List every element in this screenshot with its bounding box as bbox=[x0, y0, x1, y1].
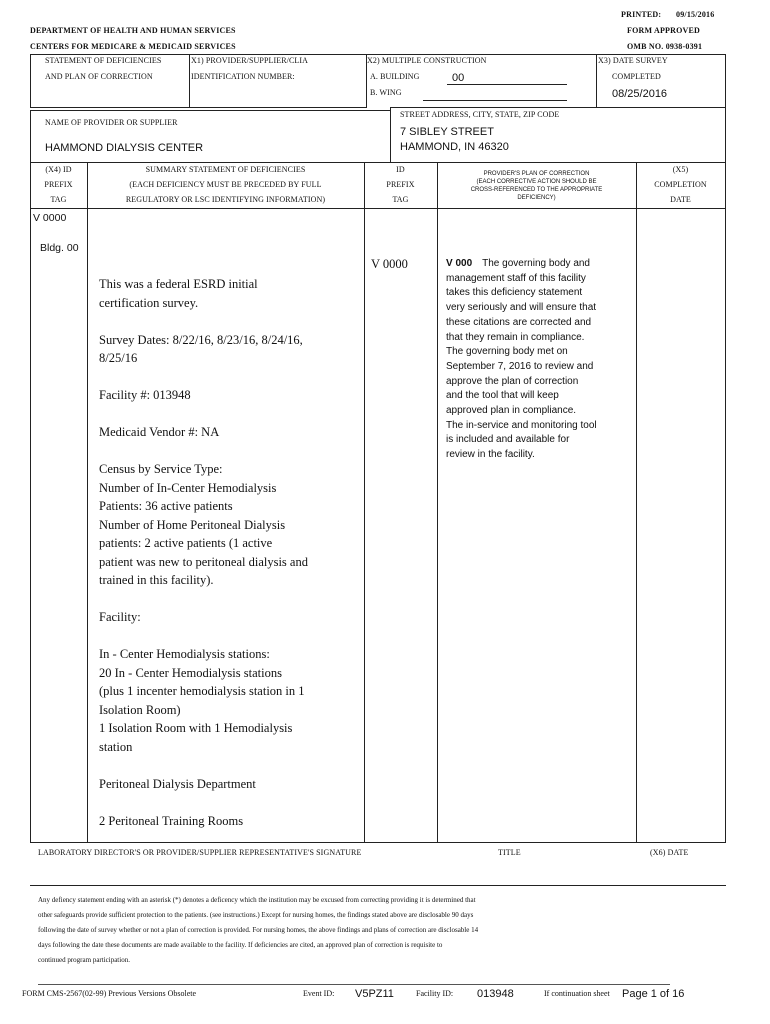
plan-lines bbox=[446, 272, 632, 463]
summary-line: 1 Isolation Room with 1 Hemodialysis bbox=[99, 721, 293, 735]
summary-line: Peritoneal Dialysis Department bbox=[99, 776, 256, 791]
summary-line: Isolation Room) bbox=[99, 702, 181, 717]
statement-label-2: AND PLAN OF CORRECTION bbox=[45, 72, 153, 81]
completed-label: COMPLETED bbox=[612, 72, 661, 81]
provider-id-label: X1) PROVIDER/SUPPLIER/CLIA bbox=[191, 56, 309, 65]
plan-line: is included and available for bbox=[446, 434, 570, 446]
summary-line: (plus 1 incenter hemodialysis station in 1 bbox=[99, 684, 305, 698]
id-label: ID bbox=[396, 165, 405, 174]
summary-line bbox=[99, 590, 361, 609]
summary-line: Number of In-Center Hemodialysis bbox=[99, 480, 277, 495]
date-survey-label: X3) DATE SURVEY bbox=[598, 56, 668, 65]
summary-line: 20 In - Center Hemodialysis stations bbox=[99, 665, 282, 680]
x4-prefix-label: PREFIX bbox=[44, 180, 73, 189]
x4-tag-label: TAG bbox=[50, 195, 67, 204]
plan-label: PROVIDER'S PLAN OF CORRECTION bbox=[483, 171, 590, 177]
summary-line: certification survey. bbox=[99, 295, 199, 310]
omb-number: OMB NO. 0938-0391 bbox=[627, 42, 703, 51]
signature-label: LABORATORY DIRECTOR'S OR PROVIDER/SUPPLIER REPRESENTATIVE'S SIGNATURE bbox=[38, 848, 362, 857]
summary-line bbox=[99, 627, 361, 646]
x5-date-label: DATE bbox=[670, 195, 691, 204]
summary-line: Facility: bbox=[99, 610, 141, 624]
plan-of-correction bbox=[446, 257, 632, 463]
plan-line: review in the facility. bbox=[446, 449, 535, 461]
page-number: Page 1 of 16 bbox=[622, 988, 685, 1000]
plan-line: and the tool that will keep bbox=[446, 390, 559, 402]
printed-label: PRINTED: bbox=[621, 10, 662, 19]
plan-line: The in-service and monitoring tool bbox=[446, 419, 597, 431]
title-label: TITLE bbox=[498, 848, 521, 857]
summary-line bbox=[99, 793, 361, 812]
disclaimer bbox=[38, 893, 718, 968]
plan-line: very seriously and will ensure that bbox=[446, 302, 597, 314]
summary-line: Medicaid Vendor #: NA bbox=[99, 425, 220, 439]
facility-id-value: 013948 bbox=[477, 988, 514, 1000]
left-tag: V 0000 bbox=[33, 212, 67, 224]
event-id-value: V5PZ11 bbox=[355, 988, 394, 1000]
provider-name-label: NAME OF PROVIDER OR SUPPLIER bbox=[45, 118, 178, 127]
id-prefix-label: PREFIX bbox=[386, 180, 415, 189]
summary-line: trained in this facility). bbox=[99, 573, 214, 587]
plan-line: approve the plan of correction bbox=[446, 375, 579, 387]
summary-line bbox=[99, 756, 361, 775]
disclaimer-line: other safeguards provide sufficient protection to the patients. (see instructions.) Except for nursing homes, the findings stated above are disclosable 90 days bbox=[38, 911, 474, 919]
summary-label: SUMMARY STATEMENT OF DEFICIENCIES bbox=[145, 165, 306, 174]
summary-statement bbox=[99, 275, 361, 830]
wing-label: B. WING bbox=[370, 88, 402, 97]
summary-line: Patients: 36 active patients bbox=[99, 499, 233, 513]
summary-line: Census by Service Type: bbox=[99, 462, 223, 476]
plan-line: management staff of this facility bbox=[446, 272, 586, 284]
summary-line: In - Center Hemodialysis stations: bbox=[99, 647, 270, 661]
disclaimer-line: continued program participation. bbox=[38, 956, 130, 964]
printed-date: 09/15/2016 bbox=[676, 10, 715, 19]
plan-label-2: (EACH CORRECTIVE ACTION SHOULD BE bbox=[476, 179, 597, 185]
summary-line: station bbox=[99, 739, 133, 754]
summary-line: patient was new to peritoneal dialysis and bbox=[99, 554, 308, 569]
x4-id-label: (X4) ID bbox=[45, 165, 72, 174]
summary-line: Survey Dates: 8/22/16, 8/23/16, 8/24/16, bbox=[99, 332, 303, 347]
form-approved: FORM APPROVED bbox=[627, 26, 701, 35]
address-line2: HAMMOND, IN 46320 bbox=[400, 141, 509, 153]
plan-first-line: The governing body and bbox=[482, 258, 590, 269]
event-id-label: Event ID: bbox=[303, 989, 335, 998]
plan-tag: V 000 bbox=[446, 258, 473, 269]
building-value: 00 bbox=[452, 72, 465, 84]
summary-line bbox=[99, 405, 361, 424]
plan-label-4: DEFICIENCY) bbox=[517, 195, 556, 201]
summary-line bbox=[99, 368, 361, 387]
id-tag-label: TAG bbox=[392, 195, 409, 204]
plan-line: that they remain in compliance. bbox=[446, 331, 585, 343]
disclaimer-line: following the date of survey whether or not a plan of correction is provided. For nursing homes, the above findings and plans of correction are disclosable 14 bbox=[38, 926, 479, 934]
x5-label: (X5) bbox=[672, 165, 689, 174]
form-number: FORM CMS-2567(02-99) Previous Versions Obsolete bbox=[22, 989, 197, 998]
statement-label: STATEMENT OF DEFICIENCIES bbox=[45, 56, 162, 65]
plan-line: these citations are corrected and bbox=[446, 316, 592, 328]
continuation-label: If continuation sheet bbox=[544, 989, 610, 998]
building-tag: Bldg. 00 bbox=[40, 242, 79, 254]
x6-date-label: (X6) DATE bbox=[650, 848, 689, 857]
provider-id-label-2: IDENTIFICATION NUMBER: bbox=[191, 72, 295, 81]
centers-title: CENTERS FOR MEDICARE & MEDICAID SERVICES bbox=[30, 42, 236, 51]
plan-line: takes this deficiency statement bbox=[446, 287, 583, 299]
department-title: DEPARTMENT OF HEALTH AND HUMAN SERVICES bbox=[30, 26, 236, 35]
summary-line bbox=[99, 312, 361, 331]
building-label: A. BUILDING bbox=[370, 72, 420, 81]
plan-line: approved plan in compliance. bbox=[446, 405, 577, 417]
summary-label-2: (EACH DEFICIENCY MUST BE PRECEDED BY FULL bbox=[129, 180, 322, 189]
summary-line: Facility #: 013948 bbox=[99, 388, 191, 402]
x5-completion-label: COMPLETION bbox=[654, 180, 707, 189]
provider-name: HAMMOND DIALYSIS CENTER bbox=[45, 142, 204, 154]
date-survey-value: 08/25/2016 bbox=[612, 88, 668, 100]
disclaimer-line: days following the date these documents are made available to the facility. If deficiencies are cited, an approved plan of correction is requisite to bbox=[38, 941, 443, 949]
address-label: STREET ADDRESS, CITY, STATE, ZIP CODE bbox=[400, 110, 560, 119]
address-line1: 7 SIBLEY STREET bbox=[400, 126, 494, 138]
plan-line: The governing body met on bbox=[446, 346, 568, 358]
summary-line: 2 Peritoneal Training Rooms bbox=[99, 813, 244, 828]
summary-line: Number of Home Peritoneal Dialysis bbox=[99, 517, 286, 532]
plan-line: September 7, 2016 to review and bbox=[446, 360, 594, 372]
facility-id-label: Facility ID: bbox=[416, 989, 454, 998]
summary-line bbox=[99, 442, 361, 461]
summary-line: This was a federal ESRD initial bbox=[99, 277, 258, 291]
right-tag: V 0000 bbox=[371, 257, 408, 271]
multiple-construction-label: X2) MULTIPLE CONSTRUCTION bbox=[367, 56, 487, 65]
summary-label-3: REGULATORY OR LSC IDENTIFYING INFORMATION) bbox=[125, 195, 326, 204]
disclaimer-line: Any defiency statement ending with an asterisk (*) denotes a deficency which the institution may be excused from correcting providing it is determined that bbox=[38, 896, 476, 904]
plan-label-3: CROSS-REFERENCED TO THE APPROPRIATE bbox=[470, 187, 603, 193]
summary-line: patients: 2 active patients (1 active bbox=[99, 536, 273, 550]
summary-line: 8/25/16 bbox=[99, 351, 138, 365]
